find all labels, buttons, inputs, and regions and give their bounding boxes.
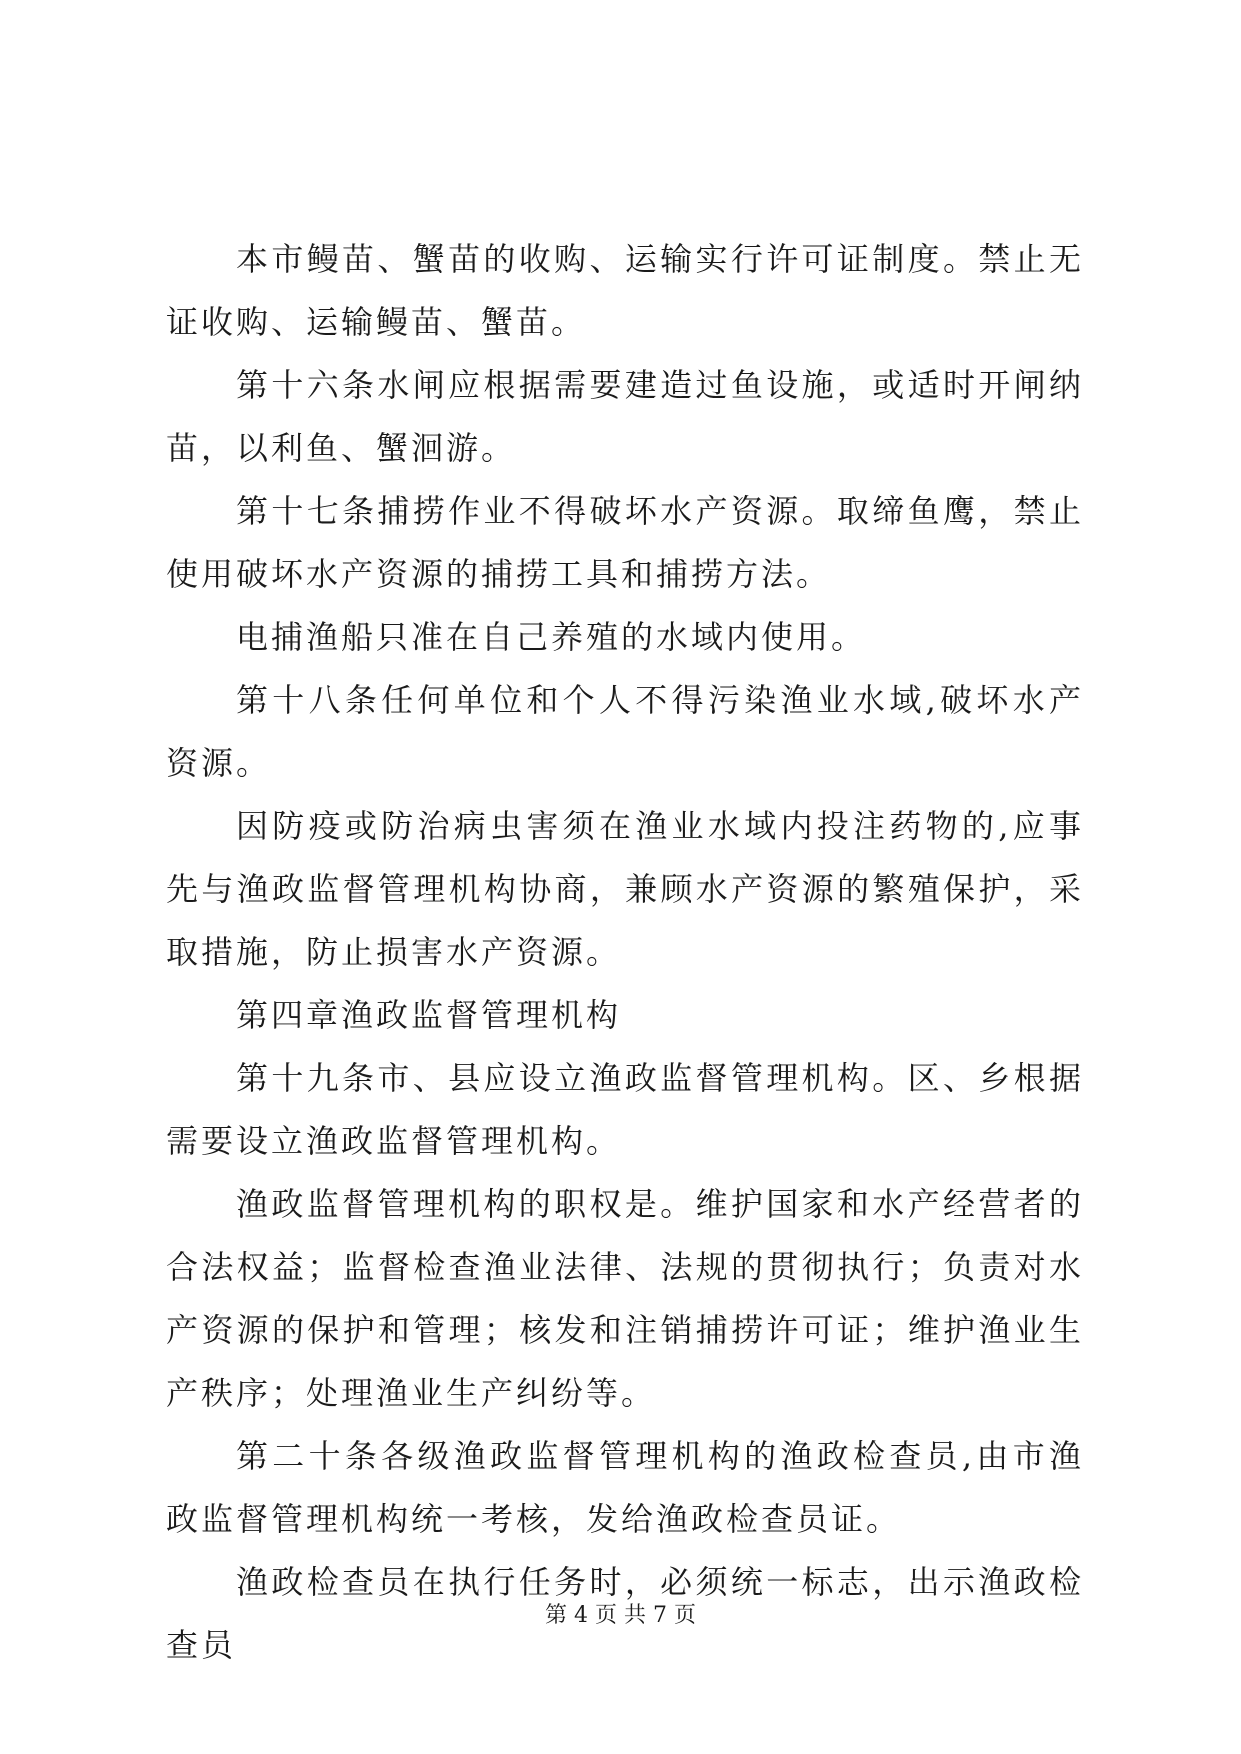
paragraph: 本市鳗苗、蟹苗的收购、运输实行许可证制度。禁止无证收购、运输鳗苗、蟹苗。: [166, 240, 1084, 341]
paragraph: 因防疫或防治病虫害须在渔业水域内投注药物的,应事先与渔政监督管理机构协商，兼顾水产资源的繁殖保护，采取措施，防止损害水产资源。: [166, 807, 1084, 971]
paragraph: 第二十条各级渔政监督管理机构的渔政检查员,由市渔政监督管理机构统一考核，发给渔政检查员证。: [166, 1437, 1084, 1538]
paragraph: 第十八条任何单位和个人不得污染渔业水域,破坏水产资源。: [166, 681, 1084, 782]
paragraph: 第十六条水闸应根据需要建造过鱼设施，或适时开闸纳苗，以利鱼、蟹洄游。: [166, 366, 1084, 467]
chapter-heading: 第四章渔政监督管理机构: [236, 996, 622, 1034]
document-body: [166, 228, 1084, 1677]
page-number-footer: 第 4 页 共 7 页: [545, 1603, 696, 1628]
paragraph: 第十七条捕捞作业不得破坏水产资源。取缔鱼鹰，禁止使用破坏水产资源的捕捞工具和捕捞方法。: [166, 492, 1084, 593]
paragraph: 第十九条市、县应设立渔政监督管理机构。区、乡根据需要设立渔政监督管理机构。: [166, 1059, 1084, 1160]
paragraph: 渔政监督管理机构的职权是。维护国家和水产经营者的合法权益；监督检查渔业法律、法规的贯彻执行；负责对水产资源的保护和管理；核发和注销捕捞许可证；维护渔业生产秩序；处理渔业生产纠纷等。: [166, 1185, 1084, 1412]
paragraph: 电捕渔船只准在自己养殖的水域内使用。: [236, 618, 867, 656]
paragraph: 渔政检查员在执行任务时，必须统一标志，出示渔政检查员: [166, 1563, 1084, 1664]
